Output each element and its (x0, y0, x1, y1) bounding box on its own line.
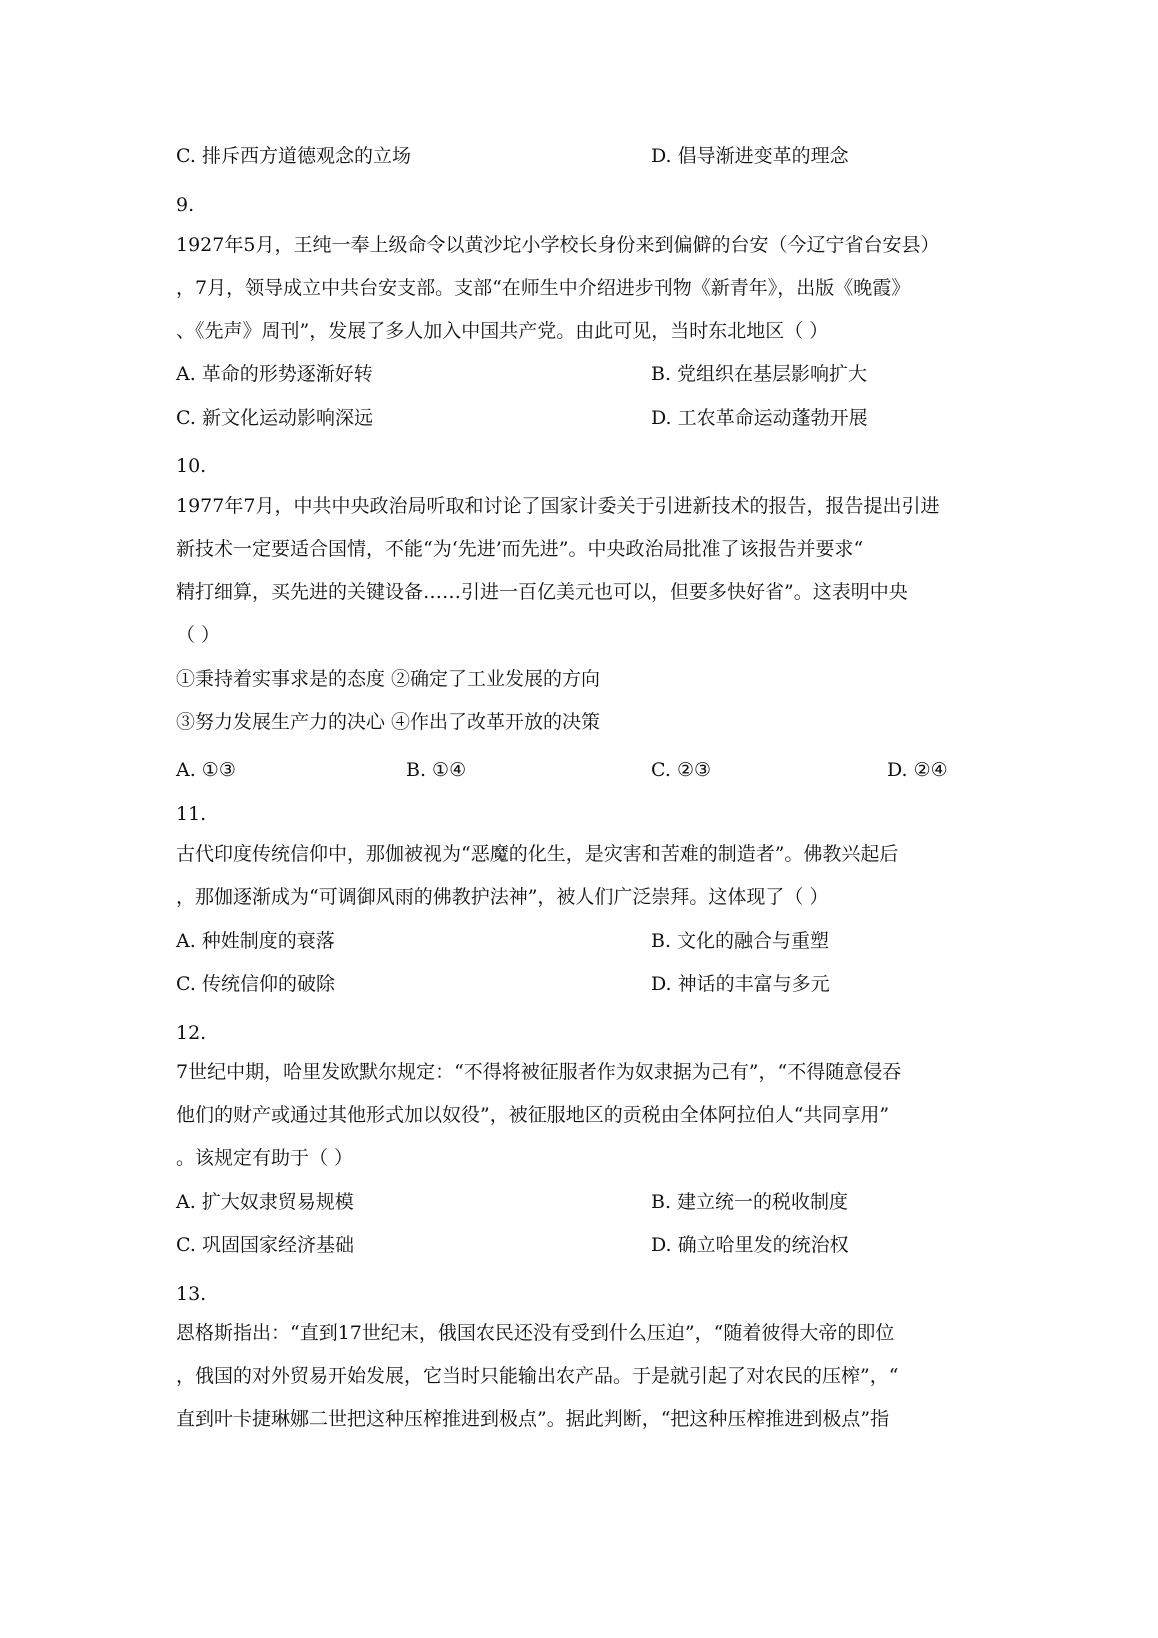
q10-option-c: C. ②③ (651, 759, 712, 781)
q12-option-d: D. 确立哈里发的统治权 (651, 1234, 849, 1256)
q11-stem-line: ，那伽逐渐成为“可调御风雨的佛教护法神”，被人们广泛崇拜。这体现了（ ） (176, 886, 829, 908)
q12-stem-line: 他们的财产或通过其他形式加以奴役”，被征服地区的贡税由全体阿拉伯人“共同享用” (176, 1104, 890, 1126)
q10-statements: ③努力发展生产力的决心 ④作出了改革开放的决策 (176, 711, 601, 733)
q10-stem-line: 新技术一定要适合国情，不能“为‘先进’而先进”。中央政治局批准了该报告并要求“ (176, 538, 864, 560)
q11-number: 11. (176, 803, 207, 825)
q13-stem-line: 直到叶卡捷琳娜二世把这种压榨推进到极点”。据此判断，“把这种压榨推进到极点”指 (176, 1408, 890, 1430)
q12-option-c: C. 巩固国家经济基础 (176, 1234, 354, 1256)
q12-stem-line: 7世纪中期，哈里发欧默尔规定：“不得将被征服者作为奴隶据为己有”，“不得随意侵吞 (176, 1061, 902, 1083)
q11-option-d: D. 神话的丰富与多元 (651, 973, 830, 995)
q9-option-d: D. 工农革命运动蓬勃开展 (651, 407, 868, 429)
q13-number: 13. (176, 1283, 207, 1305)
q10-stem-line: （ ） (176, 624, 221, 646)
q13-stem-line: 恩格斯指出：“直到17世纪末，俄国农民还没有受到什么压迫”，“随着彼得大帝的即位 (176, 1322, 895, 1344)
q9-option-a: A. 革命的形势逐渐好转 (176, 363, 373, 385)
q9-stem-line: ，7月，领导成立中共台安支部。支部“在师生中介绍进步刊物《新青年》，出版《晚霞》 (176, 277, 911, 299)
q11-option-b: B. 文化的融合与重塑 (651, 930, 830, 952)
q10-number: 10. (176, 455, 207, 477)
q10-stem-line: 1977年7月，中共中央政治局听取和讨论了国家计委关于引进新技术的报告，报告提出引进 (176, 495, 940, 517)
q11-option-c: C. 传统信仰的破除 (176, 973, 335, 995)
q10-option-a: A. ①③ (176, 759, 236, 781)
q9-option-c: C. 新文化运动影响深远 (176, 407, 373, 429)
q11-option-a: A. 种姓制度的衰落 (176, 930, 335, 952)
q10-option-b: B. ①④ (406, 759, 467, 781)
q9-stem-line: 1927年5月，王纯一奉上级命令以黄沙坨小学校长身份来到偏僻的台安（今辽宁省台安县） (176, 234, 940, 256)
q9-number: 9. (176, 194, 195, 216)
q8-option-d: D. 倡导渐进变革的理念 (651, 145, 849, 167)
q8-option-c: C. 排斥西方道德观念的立场 (176, 145, 411, 167)
q9-stem-line: 、《先声》周刊”，发展了多人加入中国共产党。由此可见，当时东北地区（ ） (176, 320, 829, 342)
q13-stem-line: ，俄国的对外贸易开始发展，它当时只能输出农产品。于是就引起了对农民的压榨”，“ (176, 1365, 899, 1387)
q10-stem-line: 精打细算，买先进的关键设备……引进一百亿美元也可以，但要多快好省”。这表明中央 (176, 581, 908, 603)
q12-option-b: B. 建立统一的税收制度 (651, 1191, 849, 1213)
q12-stem-line: 。该规定有助于（ ） (176, 1147, 354, 1169)
q11-stem-line: 古代印度传统信仰中，那伽被视为“恶魔的化生，是灾害和苦难的制造者”。佛教兴起后 (176, 843, 899, 865)
q12-option-a: A. 扩大奴隶贸易规模 (176, 1191, 354, 1213)
q9-option-b: B. 党组织在基层影响扩大 (651, 363, 868, 385)
q10-statements: ①秉持着实事求是的态度 ②确定了工业发展的方向 (176, 668, 601, 690)
q12-number: 12. (176, 1022, 207, 1044)
q10-option-d: D. ②④ (887, 759, 948, 781)
